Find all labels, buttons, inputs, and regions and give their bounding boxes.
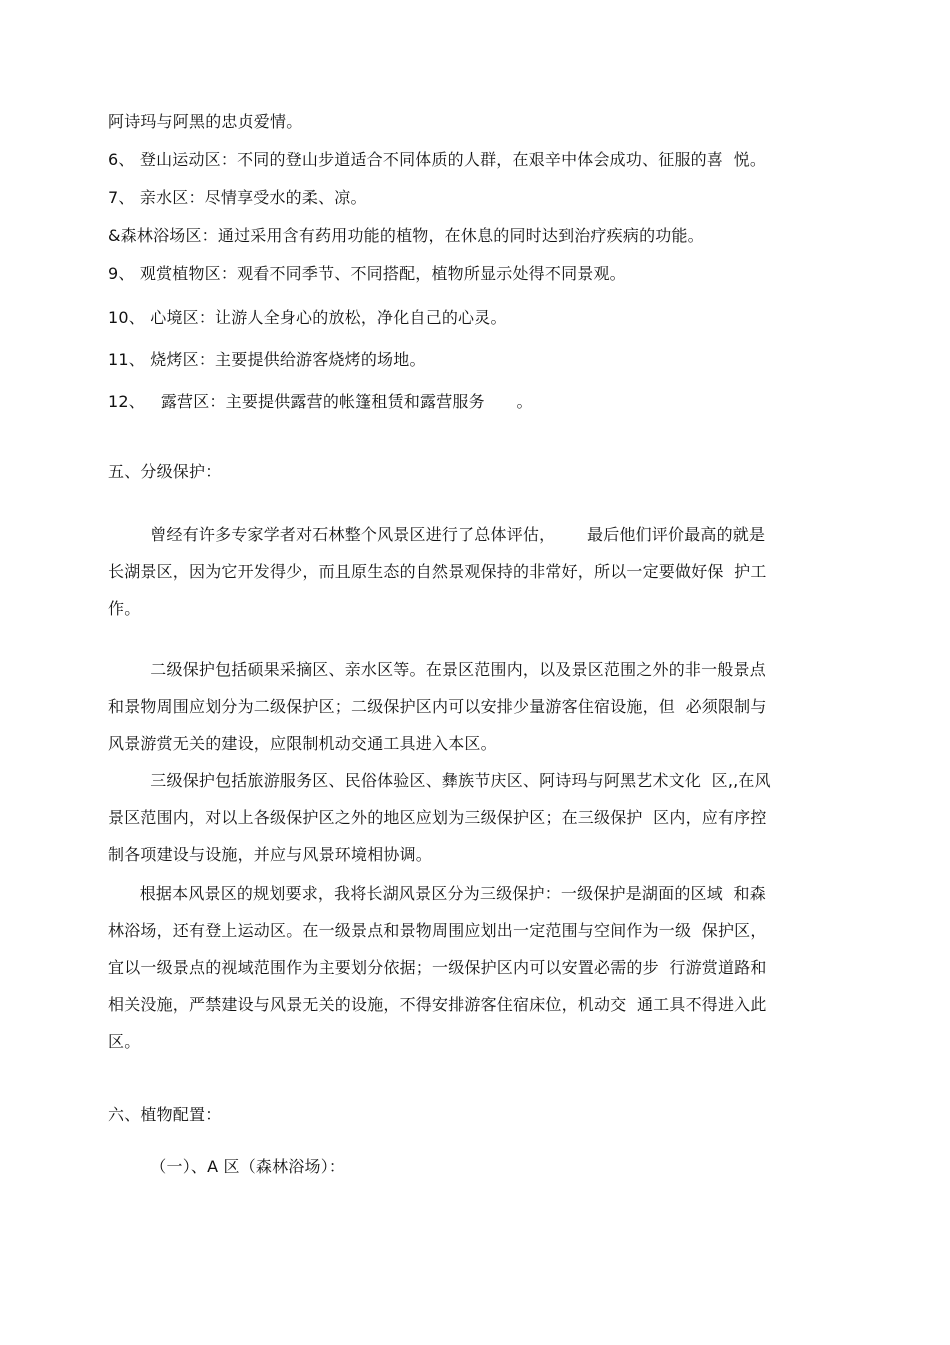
section-heading-protection: 五、分级保护： [108,462,222,481]
list-item-camping: 12、 露营区：主要提供露营的帐篷租赁和露营服务 。 [108,392,533,411]
paragraph-line: 根据本风景区的规划要求，我将长湖风景区分为三级保护：一级保护是湖面的区域 和森 [108,884,766,903]
paragraph-line: 制各项建设与设施，并应与风景环境相协调。 [108,845,433,864]
paragraph-line: 相关没施，严禁建设与风景无关的设施，不得安排游客住宿床位，机动交 通工具不得进入此 [108,995,767,1014]
paragraph-line: 宜以一级景点的视域范围作为主要划分依据；一级保护区内可以安置必需的步 行游赏道路和 [108,958,767,977]
paragraph-line: 长湖景区，因为它开发得少，而且原生态的自然景观保持的非常好，所以一定要做好保 护工 [108,562,767,581]
paragraph-line: 风景游赏无关的建设，应限制机动交通工具进入本区。 [108,734,497,753]
paragraph-line: 和景物周围应划分为二级保护区；二级保护区内可以安排少量游客住宿设施，但 必须限制与 [108,697,767,716]
section-heading-plants: 六、植物配置： [108,1105,222,1124]
paragraph-line: 三级保护包括旅游服务区、民俗体验区、彝族节庆区、阿诗玛与阿黑艺术文化 区,,在风 [108,771,771,790]
paragraph-line: 林浴场，还有登上运动区。在一级景点和景物周围应划出一定范围与空间作为一级 保护区， [108,921,767,940]
paragraph-line: 景区范围内，对以上各级保护区之外的地区应划为三级保护区；在三级保护 区内，应有序控 [108,808,767,827]
paragraph-line: 区。 [108,1032,141,1051]
text-line: 阿诗玛与阿黑的忠贞爱情。 [108,112,303,131]
list-item-plant-viewing: 9、 观赏植物区：观看不同季节、不同搭配，植物所显示处得不同景观。 [108,264,626,283]
paragraph-line: 二级保护包括硕果采摘区、亲水区等。在景区范围内，以及景区范围之外的非一般景点 [108,660,766,679]
list-item-mountain-sports: 6、 登山运动区：不同的登山步道适合不同体质的人群，在艰辛中体会成功、征服的喜 悦。 [108,150,767,169]
paragraph-line: 曾经有许多专家学者对石林整个风景区进行了总体评估， 最后他们评价最高的就是 [108,525,766,544]
list-item-mind-zone: 10、 心境区：让游人全身心的放松，净化自己的心灵。 [108,308,507,327]
list-item-waterside: 7、 亲水区：尽情享受水的柔、凉。 [108,188,367,207]
subsection-heading-zone-a: （一）、A 区（森林浴场）： [108,1157,346,1176]
list-item-bbq: 11、 烧烤区：主要提供给游客烧烤的场地。 [108,350,426,369]
list-item-forest-bath: &森林浴场区：通过采用含有药用功能的植物，在休息的同时达到治疗疾病的功能。 [108,226,704,245]
paragraph-line: 作。 [108,599,141,618]
